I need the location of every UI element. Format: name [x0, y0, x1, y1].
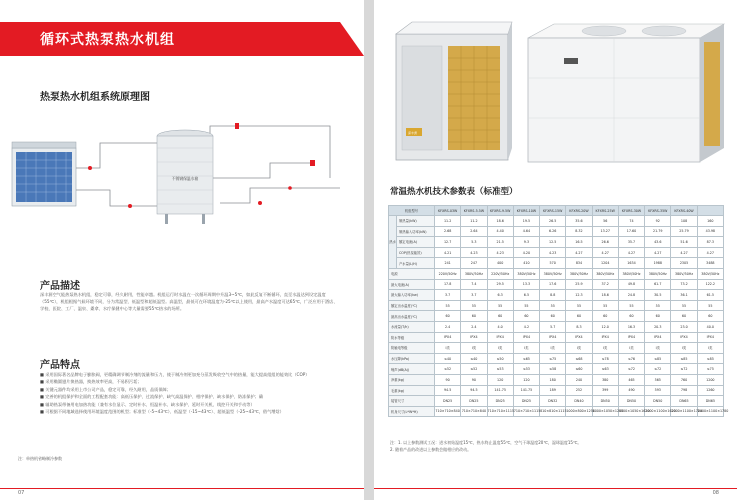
footer-line	[0, 488, 364, 489]
header-cell: KFXRS-35W	[645, 206, 671, 216]
value-cell: 21.5	[487, 237, 513, 248]
value-cell: 8.32	[566, 226, 592, 237]
value-cell: 465	[618, 374, 644, 385]
table-row	[389, 374, 724, 385]
value-cell: 380	[592, 374, 618, 385]
value-cell: I类	[435, 343, 461, 354]
brand-badge	[564, 58, 578, 64]
value-cell: 760	[671, 374, 697, 385]
param-name-cell: 制热量(kW)	[397, 216, 435, 227]
value-cell: 60	[540, 311, 566, 322]
value-cell: 56	[592, 216, 618, 227]
unit-photo-large	[524, 18, 729, 168]
feature-item: ■ 采用国际著名品牌电子膨胀阀，更精确调节制冷剂的流量和压力，使于制冷剂更加充分蒸发吸收空气中的热量，能大提高组组的能效比（COP）	[40, 371, 340, 378]
value-cell: 810×810×1115	[540, 406, 566, 417]
value-cell: DN65	[697, 396, 723, 407]
value-cell: ≤60	[566, 364, 592, 375]
group-cell: 热水	[389, 216, 397, 269]
value-cell: ≤58	[540, 364, 566, 375]
value-cell: 43.98	[697, 226, 723, 237]
value-cell: I类	[461, 343, 487, 354]
value-cell: 11.2	[435, 216, 461, 227]
value-cell: 55	[592, 300, 618, 311]
value-cell: 60	[513, 311, 539, 322]
header-cell: KFXRS-10W	[513, 206, 539, 216]
value-cell: 380V/50Hz	[618, 268, 644, 279]
header-cell: KFXRS-15W	[540, 206, 566, 216]
value-cell: 37.2	[592, 279, 618, 290]
value-cell: 60	[618, 311, 644, 322]
table-row	[389, 300, 724, 311]
param-name-cell: 最大输入功率(kw)	[389, 290, 435, 301]
param-name-cell: 额定电流(A)	[397, 237, 435, 248]
table-row	[389, 268, 724, 279]
value-cell: 120	[513, 374, 539, 385]
param-name-cell: 电源	[389, 268, 435, 279]
value-cell: 60	[645, 311, 671, 322]
value-cell: 51.6	[671, 237, 697, 248]
value-cell: 36.1	[671, 290, 697, 301]
value-cell: 7.4	[461, 279, 487, 290]
value-cell: 20.3	[645, 321, 671, 332]
param-name-cell: 最高出水温度(℃)	[389, 311, 435, 322]
value-cell: 30.5	[645, 290, 671, 301]
value-cell: 4.27	[645, 247, 671, 258]
value-cell: 4.0	[487, 321, 513, 332]
banner-wedge	[340, 22, 364, 56]
features-title: 产品特点	[40, 360, 80, 371]
page-number: 08	[712, 490, 719, 496]
value-cell: 380V/50Hz	[513, 268, 539, 279]
value-cell: 8.8	[540, 290, 566, 301]
value-cell: 94.5	[461, 385, 487, 396]
spec-table-body	[389, 216, 729, 417]
value-cell: 1204	[592, 258, 618, 269]
value-cell: 18.6	[592, 290, 618, 301]
value-cell: 2.64	[461, 226, 487, 237]
value-cell: 593	[645, 385, 671, 396]
value-cell: 35.7	[618, 237, 644, 248]
value-cell: IPX4	[645, 332, 671, 343]
spec-notes	[390, 440, 581, 453]
value-cell: 55	[645, 300, 671, 311]
table-row	[389, 247, 724, 258]
value-cell: ≤65	[513, 353, 539, 364]
value-cell: ≤72	[618, 364, 644, 375]
title-banner	[0, 22, 364, 56]
header-cell: 机组型号	[389, 206, 435, 216]
value-cell: IPX4	[592, 332, 618, 343]
param-name-cell: 防触电等级	[389, 343, 435, 354]
features-list	[40, 371, 340, 415]
value-cell: 2400×1100×1780	[697, 406, 723, 417]
value-cell: 108	[671, 216, 697, 227]
value-cell: 25.9	[566, 279, 592, 290]
table-row	[389, 258, 724, 269]
tank-label: 不锈钢保温水箱	[171, 176, 199, 181]
header-cell: KFXRS-25W	[592, 206, 618, 216]
value-cell: 55	[487, 300, 513, 311]
unit-photo-small	[392, 18, 514, 168]
feature-item: ■ 辅助热泵带备用电加热功能（兼有水位显示、定时补水、恒温补水、缺水保护、延时开关机、线控开关和手动等）	[40, 401, 340, 408]
value-cell: 60	[566, 311, 592, 322]
value-cell: 2000×1100×1620	[645, 406, 671, 417]
value-cell: 241	[435, 258, 461, 269]
value-cell: ≤40	[435, 353, 461, 364]
param-name-cell: 额定出水温度(℃)	[389, 300, 435, 311]
value-cell: ≤53	[487, 364, 513, 375]
value-cell: I类	[592, 343, 618, 354]
value-cell: 3488	[697, 258, 723, 269]
feature-item: ■ 采用椭圆翅片换热器，换热效率更高，不易积污垢；	[40, 378, 340, 385]
value-cell: ≤52	[435, 364, 461, 375]
value-cell: 6.5	[513, 290, 539, 301]
value-cell: 43.6	[645, 237, 671, 248]
footnote: 注：单热机省略制冷参数	[18, 456, 62, 461]
header-cell: KFXRS-9.5W	[487, 206, 513, 216]
value-cell: 55	[540, 300, 566, 311]
value-cell: 4.21	[435, 247, 461, 258]
table-row	[389, 290, 724, 301]
value-cell: 90	[461, 374, 487, 385]
value-cell: 12.5	[540, 237, 566, 248]
page-gutter	[364, 0, 374, 500]
value-cell: 4.27	[592, 247, 618, 258]
value-cell: 9.3	[513, 237, 539, 248]
value-cell: IPX4	[697, 332, 723, 343]
value-cell: 4.27	[671, 247, 697, 258]
value-cell: ≤78	[592, 353, 618, 364]
value-cell: 5.3	[461, 237, 487, 248]
table-row	[389, 311, 724, 322]
value-cell: 4.27	[566, 247, 592, 258]
value-cell: 25.79	[671, 226, 697, 237]
value-cell: ≤52	[461, 364, 487, 375]
value-cell: 1988	[645, 258, 671, 269]
value-cell: 380V/50Hz	[697, 268, 723, 279]
value-cell: 220V/50Hz	[435, 268, 461, 279]
value-cell: 1634	[618, 258, 644, 269]
value-cell: 55	[618, 300, 644, 311]
value-cell: 4.20	[513, 247, 539, 258]
value-cell: IPX4	[461, 332, 487, 343]
value-cell: 240	[566, 374, 592, 385]
value-cell: 16.5	[566, 237, 592, 248]
header-cell: KFXRS-03W	[435, 206, 461, 216]
value-cell: I类	[671, 343, 697, 354]
table-header-row	[389, 206, 724, 216]
value-cell: ≤75	[697, 364, 723, 375]
value-cell: 13.27	[592, 226, 618, 237]
table-row	[389, 406, 724, 417]
value-cell: ≤85	[697, 353, 723, 364]
value-cell: 12.3	[566, 290, 592, 301]
param-name-cell: 净重(kg)	[389, 374, 435, 385]
param-name-cell: 水流量(T/h)	[389, 321, 435, 332]
product-desc-text: 深丰源空气能热泵热水机组，稳定可靠，经久耐用，性能卓越。机组运行时水温在一次循环周期中升温3~5℃，如此反复不断循环，直至水温达到设定温度（55℃），机组根据气候环境不同，分为常温型、低温型和超低温型。高温型，最低可在环境温度为-25℃以上使用，最高产水温度可达65℃，广泛应用于酒店、学校、医院、工厂、温泉、桑拿、水疗保健中心等大量需要55℃热水的场所。	[40, 292, 338, 311]
value-cell: 12.0	[592, 321, 618, 332]
table-row	[389, 385, 724, 396]
value-cell: 60	[487, 311, 513, 322]
value-cell: 94.5	[435, 385, 461, 396]
value-cell: ≤76	[618, 353, 644, 364]
value-cell: 220V/50Hz	[487, 268, 513, 279]
page-number: 07	[18, 490, 25, 496]
value-cell: 17.6	[540, 279, 566, 290]
value-cell: 710×710×1115	[513, 406, 539, 417]
system-diagram	[10, 118, 350, 230]
value-cell: 180	[540, 374, 566, 385]
value-cell: ≤68	[566, 353, 592, 364]
value-cell: 798	[671, 385, 697, 396]
value-cell: I类	[540, 343, 566, 354]
value-cell: ≤50	[487, 353, 513, 364]
value-cell: ≤75	[540, 353, 566, 364]
value-cell: 29.5	[487, 279, 513, 290]
value-cell: 4.27	[618, 247, 644, 258]
value-cell: 21.79	[645, 226, 671, 237]
value-cell: 11.2	[461, 216, 487, 227]
value-cell: 26.5	[540, 216, 566, 227]
value-cell: ≤85	[671, 353, 697, 364]
value-cell: 1260	[697, 385, 723, 396]
value-cell: 6.26	[540, 226, 566, 237]
value-cell: IPX4	[487, 332, 513, 343]
value-cell: 160	[697, 216, 723, 227]
value-cell: 17.60	[618, 226, 644, 237]
value-cell: 55	[697, 300, 723, 311]
value-cell: 8.3	[566, 321, 592, 332]
param-name-cell: 最大电流(A)	[389, 279, 435, 290]
param-name-cell: 防水等级	[389, 332, 435, 343]
value-cell: 3.7	[461, 290, 487, 301]
value-cell: 490	[618, 385, 644, 396]
value-cell: 565	[645, 374, 671, 385]
value-cell: 120	[487, 374, 513, 385]
value-cell: 24.8	[618, 290, 644, 301]
value-cell: 26.6	[592, 237, 618, 248]
value-cell: ≤53	[513, 364, 539, 375]
value-cell: 2000×1100×1780	[671, 406, 697, 417]
value-cell: I类	[645, 343, 671, 354]
value-cell: DN50	[645, 396, 671, 407]
value-cell: 90	[435, 374, 461, 385]
left-page	[0, 0, 364, 500]
value-cell: 399	[592, 385, 618, 396]
header-cell: KFXRS-30W	[618, 206, 644, 216]
value-cell: 92	[645, 216, 671, 227]
value-cell: IPX4	[671, 332, 697, 343]
spec-title: 常温热水机技术参数表（标准型）	[390, 187, 518, 197]
value-cell: 17.8	[435, 279, 461, 290]
value-cell: 87.3	[697, 237, 723, 248]
param-name-cell: 接管尺寸	[389, 396, 435, 407]
right-page	[374, 0, 737, 500]
value-cell: 61.7	[645, 279, 671, 290]
table-row	[389, 396, 724, 407]
table-row	[389, 226, 724, 237]
value-cell: I类	[513, 343, 539, 354]
value-cell: 40.0	[697, 321, 723, 332]
value-cell: 380V/50Hz	[566, 268, 592, 279]
value-cell: IPX4	[618, 332, 644, 343]
value-cell: 1000×1050×1260	[592, 406, 618, 417]
value-cell: 4.64	[513, 226, 539, 237]
value-cell: 4.23	[461, 247, 487, 258]
value-cell: 141.75	[513, 385, 539, 396]
value-cell: 400	[487, 258, 513, 269]
value-cell: 380V/50Hz	[540, 268, 566, 279]
header-cell	[697, 206, 723, 216]
param-name-cell: 制热输入功率(kW)	[397, 226, 435, 237]
value-cell: 61.5	[697, 290, 723, 301]
value-cell: 55	[566, 300, 592, 311]
feature-item: ■ 关键元器件均采用上市公司产品，稳定可靠，经久耐用，品质保障；	[40, 386, 340, 393]
table-row	[389, 353, 724, 364]
value-cell: 380V/50Hz	[671, 268, 697, 279]
value-cell: 710×710×840	[461, 406, 487, 417]
value-cell: 74	[618, 216, 644, 227]
value-cell: DN65	[671, 396, 697, 407]
value-cell: IPX4	[435, 332, 461, 343]
value-cell: 4.40	[487, 226, 513, 237]
value-cell: 60	[592, 311, 618, 322]
value-cell: 570	[540, 258, 566, 269]
value-cell: 18.6	[487, 216, 513, 227]
value-cell: DN25	[513, 396, 539, 407]
value-cell: 4.23	[540, 247, 566, 258]
value-cell: 55	[671, 300, 697, 311]
value-cell: ≤63	[592, 364, 618, 375]
value-cell: 410	[513, 258, 539, 269]
param-name-cell: 水压降(kPa)	[389, 353, 435, 364]
value-cell: 380V/50Hz	[461, 268, 487, 279]
value-cell: ≤85	[645, 353, 671, 364]
value-cell: IPX4	[513, 332, 539, 343]
value-cell: 55	[461, 300, 487, 311]
table-row	[389, 216, 724, 227]
value-cell: ≤72	[645, 364, 671, 375]
value-cell: 49.8	[618, 279, 644, 290]
table-row	[389, 343, 724, 354]
value-cell: 5.7	[540, 321, 566, 332]
value-cell: 4.2	[513, 321, 539, 332]
value-cell: I类	[487, 343, 513, 354]
value-cell: 834	[566, 258, 592, 269]
value-cell: 73.2	[671, 279, 697, 290]
value-cell: 380V/50Hz	[592, 268, 618, 279]
spec-note-line: 注：1. 以上参数测试工况：进水初始温度15℃，热水终止温度55℃，空气干球温度20℃，湿球温度15℃。	[390, 440, 582, 445]
value-cell: 1000×800×1250	[566, 406, 592, 417]
value-cell: 3.7	[435, 290, 461, 301]
value-cell: 4.23	[487, 247, 513, 258]
table-row	[389, 279, 724, 290]
value-cell: IPX4	[540, 332, 566, 343]
value-cell: 710×710×840	[435, 406, 461, 417]
value-cell: 2305	[671, 258, 697, 269]
value-cell: 1200	[697, 374, 723, 385]
value-cell: IPX4	[566, 332, 592, 343]
value-cell: 4.27	[697, 247, 723, 258]
spec-table	[388, 205, 729, 417]
banner-title: 循环式热泵热水机组	[40, 32, 175, 48]
param-name-cell: 机身尺寸(L*W*H)	[389, 406, 435, 417]
value-cell: 247	[461, 258, 487, 269]
value-cell: 189	[540, 385, 566, 396]
value-cell: 2.4	[461, 321, 487, 332]
table-row	[389, 364, 724, 375]
value-cell: 2.68	[435, 226, 461, 237]
value-cell: ≤72	[671, 364, 697, 375]
feature-item: ■ 完善的机组保护和全面的工程配套功能：高低压保护、过流保护、缺气高温保护、相序保护、缺水保护、防冻保护；确	[40, 393, 340, 400]
param-name-cell: 噪声(dB(A))	[389, 364, 435, 375]
value-cell: I类	[697, 343, 723, 354]
value-cell: DN25	[435, 396, 461, 407]
heat-pump-unit	[12, 142, 76, 206]
feature-item: ■ 可根据不同地域选择使用环境温度范围的机型；标准型（-5~43℃）、低温型（-15~43℃）、超低温型（-25~43℃，借气增焓）	[40, 408, 340, 415]
header-cell: KFXRS-5.5W	[461, 206, 487, 216]
param-name-cell: COP(热泵能效)	[397, 247, 435, 258]
param-name-cell: 毛重(kg)	[389, 385, 435, 396]
header-cell: KFXRS-20W	[566, 206, 592, 216]
diagram-title: 热泵热水机组系统原理图	[40, 92, 150, 103]
table-row	[389, 321, 724, 332]
value-cell: 55	[435, 300, 461, 311]
value-cell: 60	[461, 311, 487, 322]
value-cell: 55	[513, 300, 539, 311]
value-cell: 60	[435, 311, 461, 322]
value-cell: I类	[566, 343, 592, 354]
footer-line	[374, 488, 737, 489]
spec-note-line: 2. 随着产品的改进以上参数会做相应的改动。	[390, 446, 472, 452]
value-cell: I类	[618, 343, 644, 354]
value-cell: 141.75	[487, 385, 513, 396]
value-cell: ≤40	[461, 353, 487, 364]
table-row	[389, 332, 724, 343]
value-cell: 380V/50Hz	[645, 268, 671, 279]
header-cell: KFXRS-40W	[671, 206, 697, 216]
value-cell: 35.6	[566, 216, 592, 227]
value-cell: 16.3	[618, 321, 644, 332]
brand-text: 深丰源	[408, 131, 418, 135]
value-cell: 1500×1050×1620	[618, 406, 644, 417]
value-cell: 252	[566, 385, 592, 396]
param-name-cell: 产水量(L/H)	[397, 258, 435, 269]
value-cell: DN25	[461, 396, 487, 407]
value-cell: DN50	[592, 396, 618, 407]
value-cell: 19.5	[513, 216, 539, 227]
product-desc-title: 产品描述	[40, 281, 80, 292]
value-cell: 2.4	[435, 321, 461, 332]
value-cell: 6.3	[487, 290, 513, 301]
value-cell: DN25	[487, 396, 513, 407]
value-cell: 122.2	[697, 279, 723, 290]
value-cell: DN50	[618, 396, 644, 407]
value-cell: 23.0	[671, 321, 697, 332]
value-cell: 60	[671, 311, 697, 322]
table-row	[389, 237, 724, 248]
value-cell: DN40	[566, 396, 592, 407]
value-cell: 60	[697, 311, 723, 322]
value-cell: 13.3	[513, 279, 539, 290]
value-cell: 12.7	[435, 237, 461, 248]
value-cell: DN32	[540, 396, 566, 407]
value-cell: 710×710×1115	[487, 406, 513, 417]
